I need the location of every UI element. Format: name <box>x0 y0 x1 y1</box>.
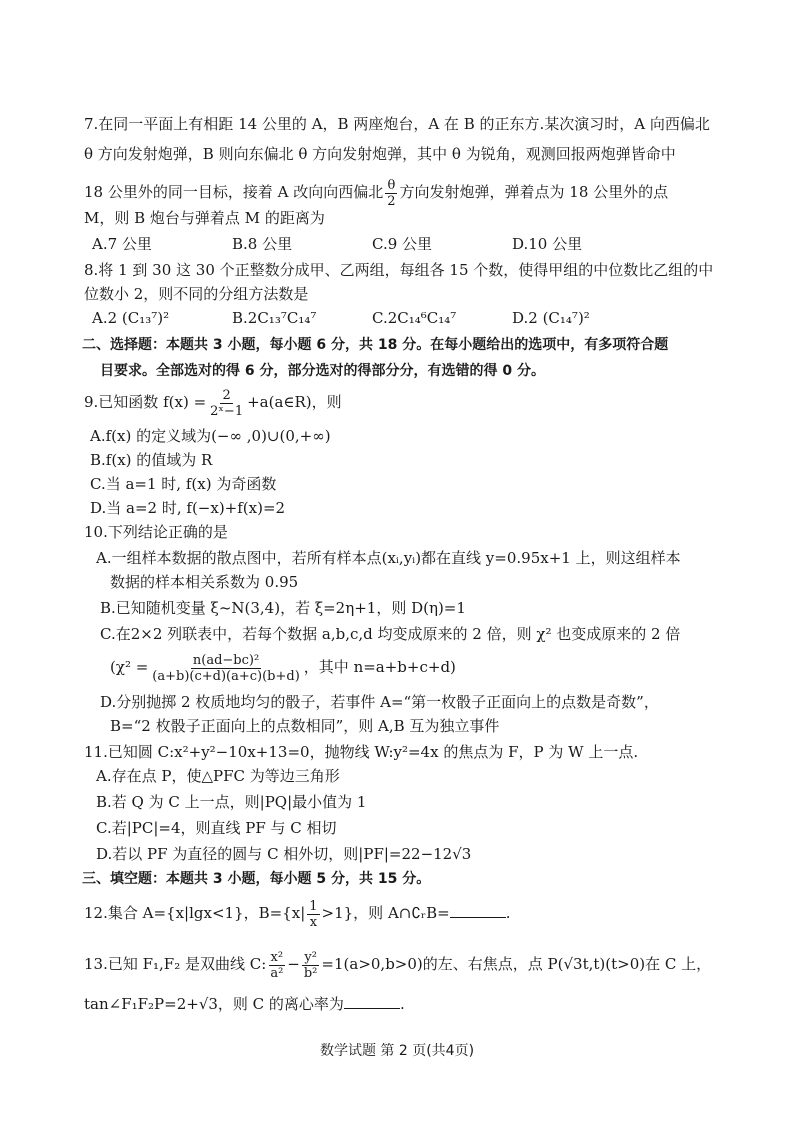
q8-option-b: B.2C₁₃⁷C₁₄⁷ <box>232 309 317 327</box>
section3-header: 三、填空题：本题共 3 小题，每小题 5 分，共 15 分。 <box>82 871 431 887</box>
section2-line2: 目要求。全部选对的得 6 分，部分选对的得部分分，有选错的得 0 分。 <box>100 363 545 379</box>
q8-options <box>92 308 652 328</box>
q10-formula-pre: (χ² = <box>110 658 149 676</box>
q11-option-a: A.存在点 P，使△PFC 为等边三角形 <box>96 767 340 785</box>
q13-text-pre: 13.已知 F₁,F₂ 是双曲线 C: <box>84 955 267 973</box>
q13-fraction-x: $\frac{\text{x²}}{\text{a²}}$ <box>270 949 284 981</box>
page-footer: 数学试题 第 2 页(共4页) <box>319 1043 475 1059</box>
q7-options <box>92 234 652 254</box>
q11-stem: 11.已知圆 C:x²+y²−10x+13=0，抛物线 W:y²=4x 的焦点为 F，P 为 W 上一点. <box>84 743 639 761</box>
q9-option-b: B.f(x) 的值域为 R <box>90 451 213 469</box>
q11-option-d: D.若以 PF 为直径的圆与 C 相外切，则|PF|=22−12√3 <box>96 845 472 863</box>
q13-answer-blank[interactable] <box>344 994 400 1009</box>
q9-option-c: C.当 a=1 时, f(x) 为奇函数 <box>90 475 277 493</box>
q13-fraction-y: $\frac{\text{y²}}{\text{b²}}$ <box>303 949 318 981</box>
q11-option-b: B.若 Q 为 C 上一点，则|PQ|最小值为 1 <box>96 793 367 811</box>
q10-option-a-line1: A.一组样本数据的散点图中，若所有样本点(xᵢ,yᵢ)都在直线 y=0.95x+1 上，则这组样本 <box>96 549 681 567</box>
q8-option-d: D.2 (C₁₄⁷)² <box>512 309 590 327</box>
q13-line1 <box>84 944 711 984</box>
q7-line2: θ 方向发射炮弹，B 则向东偏北 θ 方向发射炮弹，其中 θ 为锐角，观测回报两炮弹皆命中 <box>84 145 676 163</box>
q8-option-c: C.2C₁₄⁶C₁₄⁷ <box>372 309 457 327</box>
q13-text-post: =1(a>0,b>0)的左、右焦点，点 P(√3t,t)(t>0)在 C 上， <box>321 955 712 973</box>
q7-fraction: $\frac{\theta}{2}$ <box>387 177 396 209</box>
q12-text-post: >1}，则 A∩∁ᵣB= <box>321 904 450 922</box>
q12-text-pre: 12.集合 A={x|lgx<1}，B={x| <box>84 904 306 922</box>
q12-stem <box>84 894 510 932</box>
q13-minus: − <box>287 955 300 973</box>
q7-line3-text-a: 18 公里外的同一目标，接着 A 改向向西偏北 <box>84 183 384 201</box>
q9-option-d: D.当 a=2 时, f(−x)+f(x)=2 <box>90 499 286 517</box>
q10-option-c-line1: C.在2×2 列联表中，若每个数据 a,b,c,d 均变成原来的 2 倍，则 χ² 也变成原来的 2 倍 <box>100 625 681 643</box>
q11-option-c: C.若|PC|=4，则直线 PF 与 C 相切 <box>96 819 337 837</box>
q10-stem: 10.下列结论正确的是 <box>84 523 228 541</box>
q10-option-d-line2: B=“2 枚骰子正面向上的点数相同”，则 A,B 互为独立事件 <box>110 717 500 735</box>
q7-option-a: A.7 公里 <box>92 235 152 253</box>
q8-option-a: A.2 (C₁₃⁷)² <box>92 309 170 327</box>
q9-fraction: $\frac{2}{\text{2ˣ−1}}$ <box>210 387 244 419</box>
q7-line1: 7.在同一平面上有相距 14 公里的 A，B 两座炮台，A 在 B 的正东方.某次演习时，A 向西偏北 <box>84 115 710 133</box>
q7-line3-text-b: 方向发射炮弹，弹着点为 18 公里外的点 <box>399 183 669 201</box>
q12-fraction: $\frac{1}{x}$ <box>309 898 318 930</box>
q7-line3 <box>84 174 668 210</box>
q8-line2: 位数小 2，则不同的分组方法数是 <box>84 285 309 303</box>
q10-option-a-line2: 数据的样本相关系数为 0.95 <box>110 573 299 591</box>
section2-line1: 二、选择题：本题共 3 小题，每小题 6 分，共 18 分。在每小题给出的选项中，有多项符合题 <box>82 337 669 353</box>
q9-stem <box>84 384 342 420</box>
q13-text-end: . <box>399 995 405 1013</box>
q9-stem-text-a: 9.已知函数 f(x) = <box>84 393 207 411</box>
q10-option-b: B.已知随机变量 ξ~N(3,4)，若 ξ=2η+1，则 D(η)=1 <box>100 599 466 617</box>
q7-option-c: C.9 公里 <box>372 235 433 253</box>
q7-option-d: D.10 公里 <box>512 235 583 253</box>
q10-option-d-line1: D.分别抛掷 2 枚质地均匀的骰子，若事件 A=“第一枚骰子正面向上的点数是奇数”， <box>100 693 659 711</box>
q7-option-b: B.8 公里 <box>232 235 293 253</box>
q10-option-c-formula <box>110 648 456 686</box>
q13-line2-text: tan∠F₁F₂P=2+√3，则 C 的离心率为 <box>84 995 344 1013</box>
q9-option-a: A.f(x) 的定义域为(−∞ ,0)∪(0,+∞) <box>90 427 331 445</box>
q9-stem-text-b: +a(a∈R)，则 <box>247 393 342 411</box>
q12-answer-blank[interactable] <box>450 903 506 918</box>
q10-formula-post: ，其中 n=a+b+c+d) <box>303 658 456 676</box>
q12-text-end: . <box>505 904 511 922</box>
section2-header <box>82 332 722 384</box>
q10-chi-square-fraction: $\frac{\text{n(ad−bc)²}}{(a+b)(c+d)(a+c)(b+d)}$ <box>152 652 300 684</box>
q7-line4: M，则 B 炮台与弹着点 M 的距离为 <box>84 209 325 227</box>
q13-line2 <box>84 994 405 1014</box>
q8-line1: 8.将 1 到 30 这 30 个正整数分成甲、乙两组，每组各 15 个数，使得甲组的中位数比乙组的中 <box>84 261 714 279</box>
